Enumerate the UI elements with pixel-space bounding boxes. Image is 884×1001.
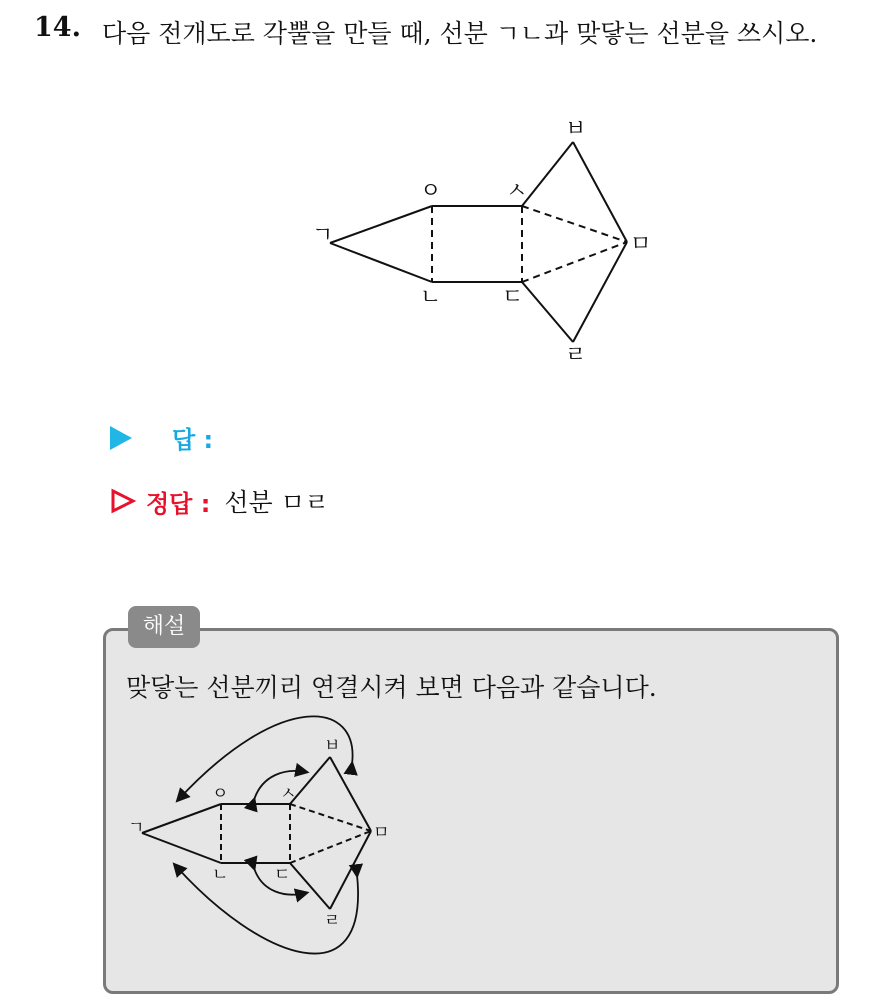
exp-label-g: ㄱ (128, 818, 145, 838)
correct-answer-label: 정답 : (146, 489, 211, 518)
label-s: ㅅ (506, 179, 528, 204)
label-m: ㅁ (630, 232, 652, 257)
exp-fold-d-m (290, 831, 371, 863)
explanation-text: 맞닿는 선분끼리 연결시켜 보면 다음과 같습니다. (126, 673, 657, 702)
label-r: ㄹ (565, 343, 587, 368)
label-b: ㅂ (565, 117, 587, 142)
exp-edge-b-m (330, 757, 371, 831)
answer-label: 답 : (172, 426, 214, 454)
arrow-bm-go (178, 716, 353, 800)
question-number: 14. (34, 12, 81, 43)
explanation-badge: 해설 (128, 606, 200, 648)
question-text: 다음 전개도로 각뿔을 만들 때, 선분 ㄱㄴ과 맞닿는 선분을 쓰시오. (102, 19, 818, 48)
correct-answer-value: 선분 ㅁㄹ (224, 488, 329, 517)
label-g: ㄱ (312, 223, 334, 248)
exp-edge-g-o (142, 804, 221, 833)
exp-label-s: ㅅ (280, 784, 297, 804)
exp-label-b: ㅂ (324, 736, 341, 756)
exp-label-n: ㄴ (212, 865, 229, 885)
label-n: ㄴ (420, 285, 442, 310)
exp-label-r: ㄹ (324, 911, 341, 931)
exp-label-o: ㅇ (212, 784, 229, 804)
exp-label-m: ㅁ (373, 823, 390, 843)
label-o: ㅇ (420, 179, 442, 204)
exp-edge-d-r (290, 863, 330, 909)
label-d: ㄷ (502, 285, 524, 310)
exp-edge-g-n (142, 833, 221, 863)
exp-edge-r-m (330, 831, 371, 909)
exp-label-d: ㄷ (274, 865, 291, 885)
